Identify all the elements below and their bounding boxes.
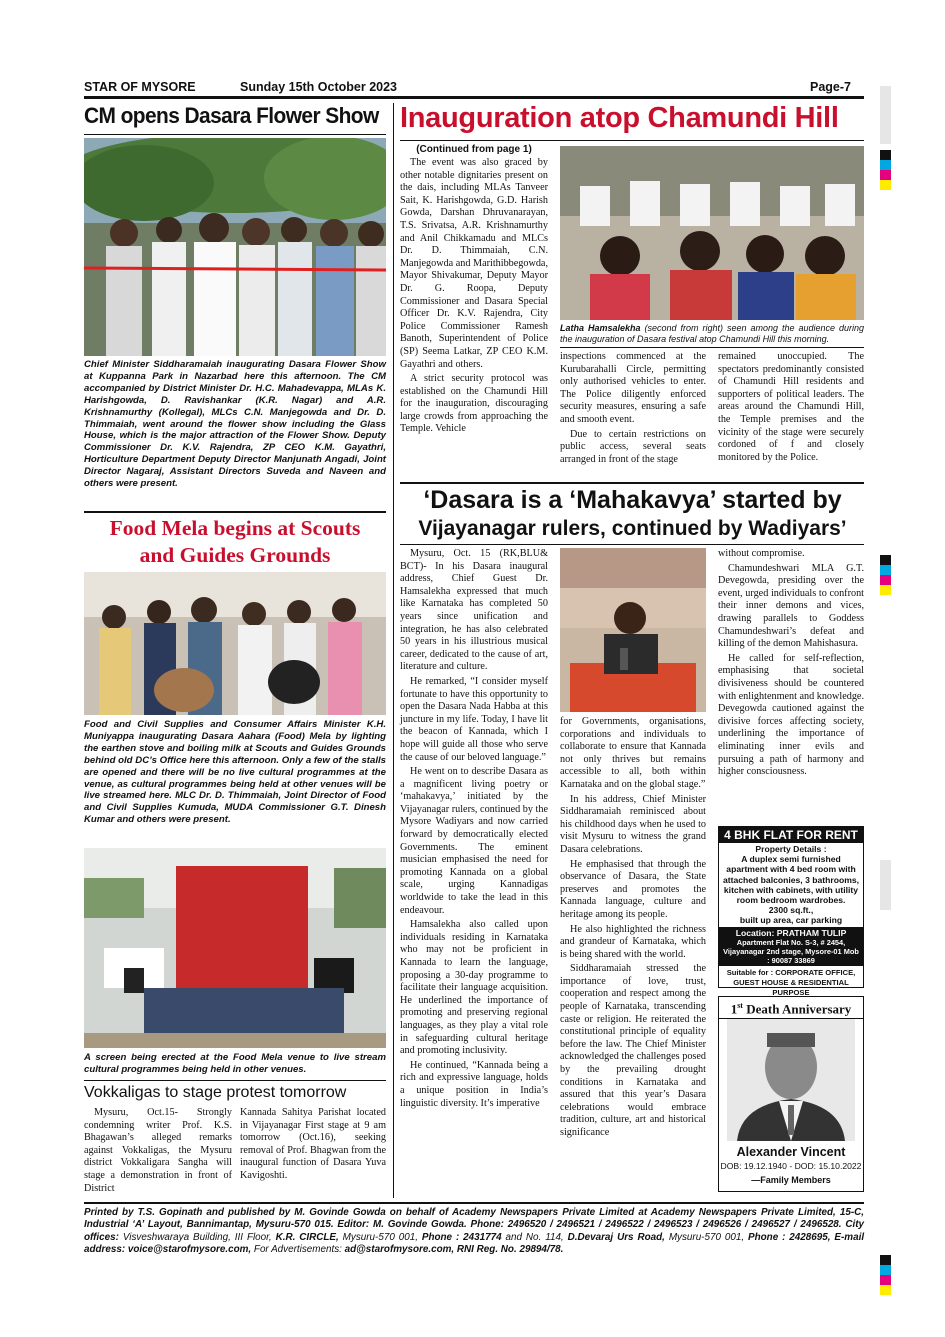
paragraph: He emphasised that through the observance of Dasara, the State preserves and promotes the Kannada language, culture and heritage among its people. — [560, 858, 706, 920]
rule — [84, 1080, 386, 1081]
obituary-from: —Family Members — [751, 1175, 831, 1185]
footer-city-2: K.R. CIRCLE, — [275, 1231, 339, 1243]
mahakavya-column-1 — [400, 548, 548, 1112]
flower-show-photo — [84, 138, 386, 356]
paragraph: Kannada Sahitya Parishat located in Vijayanagar First stage at 9 am tomorrow (Oct.16), seeking removal of Prof. Bhagwan from the inaugural function of Dasara Yuva Kavigoshti. — [240, 1107, 386, 1181]
magenta-swatch — [880, 575, 891, 585]
footer-city-7: Mysuru-570 001, — [668, 1231, 745, 1243]
chamundi-column-3 — [718, 351, 864, 466]
black-swatch — [880, 150, 891, 160]
mahakavya-column-2 — [560, 716, 706, 1142]
footer-city-label: City offices: — [84, 1219, 864, 1243]
continued-note: (Continued from page 1) — [416, 144, 532, 155]
chamundi-headline: Inauguration atop Chamundi Hill — [400, 102, 839, 134]
paragraph: He continued, “Kannada being a rich and expressive language, holds a unique position in India’s linguistic diversity. It’s imperative — [400, 1059, 548, 1109]
paragraph: He called for self-reflection, emphasising that societal divisiveness should be countered with enlightenment and knowledge. Devegowda cautioned against the divisive forces affecting society, underlining the importance of eliminating inner evils and pursuing a path of harmony and higher consciousness. — [718, 652, 864, 778]
ad-suitable — [719, 966, 863, 998]
ad-location: Location: PRATHAM TULIP — [735, 927, 847, 938]
footer-city-1: Visveshwaraya Building, III Floor, — [122, 1231, 272, 1243]
paragraph: Mysuru, Oct. 15 (RK,BLU& BCT)- In his Dasara inaugural address, Chief Guest Dr. Hamsalekha expressed that much like Karnataka has completed 50 years since unification and integration, he has also celebrated 50 years in his illustrious musical career, dedicated to the cause of art, literature and culture. — [400, 548, 548, 673]
magenta-swatch — [880, 1275, 891, 1285]
ad-title: 4 BHK FLAT FOR RENT — [719, 827, 863, 843]
mahakavya-column-3 — [718, 548, 864, 781]
paragraph: A strict security protocol was established on the Chamundi Hill for the inauguration, discouraging large crowds from approaching the Temple. Vehicle — [400, 373, 548, 435]
paragraph: Mysuru, Oct.15- Strongly condemning writer Prof. K.S. Bhagawan’s alleged remarks against Vokkaligas, the Mysuru district Vokkaligara Sangha will stage a demonstration in front of District — [84, 1107, 232, 1194]
ad-suitable-line1: Suitable for : CORPORATE OFFICE, — [726, 967, 856, 977]
gray-bar — [880, 860, 891, 910]
ad-area: 2300 sq.ft., — [768, 905, 814, 916]
rule — [400, 482, 864, 484]
portrait-photo — [727, 1019, 855, 1141]
yellow-swatch — [880, 1285, 891, 1295]
paragraph: In his address, Chief Minister Siddharamaiah reminisced about his childhood days when he used to visit Mysuru to witness the grand Dasara celebrations. — [560, 793, 706, 855]
paragraph: Siddharamaiah stressed the importance of love, trust, cooperation and respect among the people of Karnataka, transcending caste or religion. He reiterated the constitutional principle of equality before the law. The Chief Minister acknowledged the challenges posed by the prevailing drought conditions in Karnataka and assured that this year’s Dasara celebrations would embrace tradition, culture, art and historical significance — [560, 963, 706, 1138]
ad-details: A duplex semi furnished apartment with 4 bed room with attached balconies, 3 bathrooms, kitchen with cabinets, with utility room bedroom wardrobes. — [722, 854, 860, 906]
issue-date: Sunday 15th October 2023 — [240, 80, 398, 94]
cyan-swatch — [880, 1265, 891, 1275]
rule — [400, 544, 864, 545]
flower-show-headline: CM opens Dasara Flower Show — [84, 103, 379, 128]
footer-ads-label: For Advertisements: — [253, 1244, 342, 1256]
footer-imprint — [84, 1207, 864, 1257]
vokkaligas-column-1 — [84, 1107, 232, 1197]
mahakavya-headline-line1: ‘Dasara is a ‘Mahakavya’ started by — [423, 486, 842, 514]
cyan-swatch — [880, 160, 891, 170]
footer-city-5: and No. 114, — [505, 1231, 564, 1243]
page-number: Page-7 — [810, 80, 851, 94]
footer-city-4: Phone : 2431774 — [421, 1231, 502, 1243]
gray-bar — [880, 86, 891, 144]
paragraph: He went on to describe Dasara as a magnificent living poetry or ‘mahakavya,’ initiated by the Vijayanagar rulers, continued by the Mysore Wadiyars and now carried forward by democratically elected Governments. The eminent musician emphasised the need for promoting Kannada on a global scale, urging Kannadigas worldwide to take the lead in this endeavour. — [400, 766, 548, 916]
caption-name: Latha Hamsalekha — [560, 323, 641, 333]
paragraph: remained unoccupied. The spectators predominantly consisted of Chamundi Hill residents and supporters of political leaders. The areas around the Chamundi Hill, the Temple premises and the vicinity of the stage were securely cordoned of f and closely monitored by the Police. — [718, 351, 864, 463]
yellow-swatch — [880, 180, 891, 190]
footer-ads-email: ad@starofmysore.com, RNI Reg. No. 29894/78. — [344, 1244, 564, 1256]
header-rule — [84, 96, 864, 99]
ad-address: Apartment Flat No. S-3, # 2454, Vijayanagar 2nd stage, Mysore-01 Mob : 90087 33869 — [723, 937, 859, 965]
vokkaligas-headline: Vokkaligas to stage protest tomorrow — [84, 1084, 347, 1101]
rule — [84, 511, 386, 513]
chamundi-photo-caption — [560, 323, 864, 345]
ad-details-label: Property Details : — [755, 844, 827, 854]
ordinal-suffix: st — [737, 1001, 743, 1010]
footer-city-6: D.Devaraj Urs Road, — [567, 1231, 665, 1243]
obituary-dates: DOB: 19.12.1940 - DOD: 15.10.2022 — [720, 1161, 862, 1171]
paragraph: He also highlighted the richness and grandeur of Karnataka, which is being shared with the world. — [560, 923, 706, 960]
ordinal: 1 — [730, 1001, 738, 1017]
ad-suitable-line2: GUEST HOUSE & RESIDENTIAL PURPOSE — [733, 977, 849, 997]
obituary-title — [719, 997, 863, 1019]
paragraph: Due to certain restrictions on public access, several seats arranged in front of the stage — [560, 428, 706, 465]
rule — [84, 134, 386, 135]
paragraph: The event was also graced by other notable dignitaries present on the dais, including MLAs Tanveer Sait, K. Harishgowda, G.D. Harish Gowda, Darshan Dhruvanarayan, T.S. Srivatsa, A.R. Krishnamurthy and Anil Chikkamadu and MLCs Dr. D. Thimmaiah, C.N. Manjegowda and Marithibbegowda, Mayor Shivakumar, Deputy Mayor Dr. G. Roopa, Deputy Commissioner and Dasara Special Officer Dr. K.V. Rajendra, City Police Commissioner Ramesh Banoth, Superintendent of Police (SP) Seema Latkar, ZP CEO K.M. Gayathri and others. — [400, 157, 548, 370]
paragraph: Chamundeshwari MLA G.T. Devegowda, presiding over the event, urged individuals to confront their inner demons and vices, drawing parallels to Goddess Chamundeshwari’s defeat and killing of the demon Mahishasura. — [718, 562, 864, 650]
rule — [560, 347, 864, 348]
ad-details-block — [719, 843, 863, 927]
flower-show-caption: Chief Minister Siddharamaiah inaugurating Dasara Flower Show at Kuppanna Park in Nazarbad here this afternoon. The CM accompanied by District Minister Dr. H.C. Mahadevappa, MLAs K. Harishgowda, D. Ravishankar (K.R. Nagar) and A.R. Krishnamurthy (Kollegal), MLCs C.N. Manjegowda and Dr. D. Thimmaiah, went around the flower show including the Glass House, which is the major attraction of the Flower Show. Deputy Commissioner Dr. K.V. Rajendra, ZP CEO K.M. Gayathri, Horticulture Department Deputy Director Manjunath Angadi, Joint Director Nagaraj, Assistant Directors Suveda and Naveen and others were present. — [84, 359, 386, 490]
footer-email: E-mail address: voice@starofmysore.com, — [84, 1231, 865, 1256]
paragraph: for Governments, organisations, corporations and individuals to collaborate to ensure that Kannada not only thrives but remains accessible to all, both within Karnataka and on the global stage.” — [560, 716, 706, 790]
food-mela-headline-line1: Food Mela begins at Scouts — [109, 516, 361, 540]
cyan-swatch — [880, 565, 891, 575]
flat-rent-ad — [718, 826, 864, 997]
ad-area-2: built up area, car parking — [739, 915, 843, 926]
obituary-ad — [718, 996, 864, 1192]
rule — [400, 140, 864, 141]
mahakavya-headline — [400, 485, 865, 542]
footer-rule — [84, 1202, 864, 1204]
hamsalekha-photo — [560, 548, 706, 712]
column-divider — [393, 103, 394, 1198]
yellow-swatch — [880, 585, 891, 595]
paragraph: inspections commenced at the Kurubarahalli Circle, permitting only authorised vehicles to enter. The Police diligently enforced security measures, ensuring a safe and smooth event. — [560, 351, 706, 425]
food-mela-headline-line2: and Guides Grounds — [139, 543, 331, 567]
paragraph: Hamsalekha also called upon individuals residing in Karnataka who may not be proficient in Kannada to learn the language, proposing a 30-day programme to facilitate their language acquisition. He underlined the importance of promoting and preserving regional languages, as they play a vital role in safeguarding cultural heritage and promoting inclusivity. — [400, 919, 548, 1057]
mahakavya-headline-line2: Vijayanagar rulers, continued by Wadiyars’ — [418, 517, 847, 540]
black-swatch — [880, 1255, 891, 1265]
vokkaligas-column-2 — [240, 1107, 386, 1185]
obituary-heading: Death Anniversary — [746, 1001, 852, 1017]
magenta-swatch — [880, 170, 891, 180]
food-mela-headline — [84, 515, 386, 569]
screen-caption: A screen being erected at the Food Mela venue to live stream cultural programmes being held in other venues. — [84, 1052, 386, 1075]
paragraph: without compromise. — [718, 548, 805, 559]
food-mela-caption: Food and Civil Supplies and Consumer Affairs Minister K.H. Muniyappa inaugurating Dasara Aahara (Food) Mela by lighting the earthen stove and boiling milk at Scouts and Guides Grounds behind old DC’s Office here this afternoon. Only a few of the stalls are opened and there will be no live cultural programmes at the venue, as cultural programmes being held at other venues will be live streamed here. MLC Dr. D. Thimmaiah, Joint Director of Food and Civil Supplies Kumuda, MUDA Commissioner G.T. Dinesh Kumar and others were present. — [84, 719, 386, 826]
chamundi-photo — [560, 146, 864, 320]
ad-location-block — [719, 927, 863, 966]
footer-city-8: Phone : 2428695, — [748, 1231, 831, 1243]
chamundi-column-1 — [400, 157, 548, 438]
food-mela-screen-photo — [84, 848, 386, 1048]
obituary-name: Alexander Vincent — [736, 1145, 846, 1159]
chamundi-column-2 — [560, 351, 706, 468]
footer-city-3: Mysuru-570 001, — [342, 1231, 418, 1243]
black-swatch — [880, 555, 891, 565]
paper-name: STAR OF MYSORE — [84, 80, 196, 94]
footer-line1: Printed by T.S. Gopinath and published by M. Govinde Gowda on behalf of Academy Newspapers Private Limited at Academy Newspapers Private Limited, 15-C, Industrial ‘A’ Layout, Bannimantap, Mysuru-570 015. Editor: M. Govinde Gowda. Phone: 2496520 / 2496521 / 2496522 / 2496523 / 2496526 / 2496527 / 2496528. — [84, 1207, 864, 1231]
food-mela-photo — [84, 572, 386, 715]
paragraph: He remarked, “I consider myself fortunate to have this opportunity to open the Dasara Nada Habba at this juncture in my life. Today, I have lit the beacon of Kannada, which I hope will guide all those who serve the cause of our beloved language.” — [400, 675, 548, 763]
caption-text: (second from right) seen among the audience during the inauguration of Dasara festival atop Chamundi Hill this morning. — [560, 323, 864, 344]
